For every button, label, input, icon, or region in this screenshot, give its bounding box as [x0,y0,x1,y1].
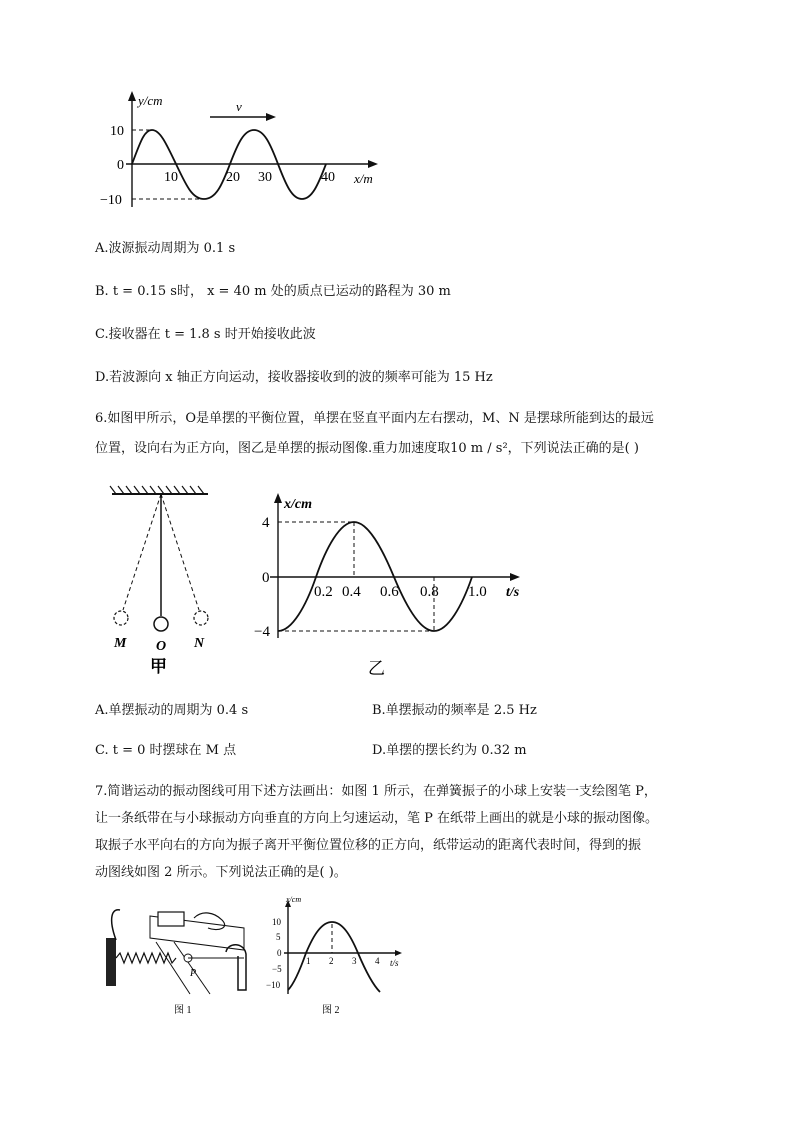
q5-velocity-label: v [236,99,242,114]
q7-y-tick: −10 [266,980,281,990]
label-n: N [194,636,205,651]
q5-y-tick: −10 [100,193,122,208]
q6-option-b[interactable]: B.单摆振动的频率是 2.5 Hz [372,703,537,718]
q5-option-b[interactable]: B. t = 0.15 s时， x = 40 m 处的质点已运动的路程为 30 m [95,284,451,299]
q6-x-tick: 1.0 [468,584,487,600]
q7-stem-line3: 取振子水平向右的方向为振子离开平衡位置位移的正方向，纸带运动的距离代表时间，得到的振 [95,838,642,853]
q5-x-axis-label: x/m [354,171,373,186]
q7-y-tick: 10 [272,917,281,927]
q7-fig2-graph [262,892,412,1020]
q6-x-tick: 0.6 [380,584,399,600]
q6-y-tick: −4 [254,624,270,640]
q6-x-tick: 0.8 [420,584,439,600]
q5-option-d[interactable]: D.若波源向 x 轴正方向运动，接收器接收到的波的频率可能为 15 Hz [95,370,493,385]
q7-y-tick: 0 [277,948,282,958]
pendulum-ball-o [154,617,168,631]
q6-option-c[interactable]: C. t = 0 时摆球在 M 点 [95,743,237,758]
q7-xt-curve [288,922,380,992]
q7-stem-line2: 让一条纸带在与小球振动方向垂直的方向上匀速运动，笔 P 在纸带上画出的就是小球的振动图像。 [95,811,659,826]
q7-fig2-caption: 图 2 [322,1005,340,1016]
q6-x-tick: 0.2 [314,584,333,600]
q7-label-p: P [190,968,197,979]
q5-x-tick: 30 [258,170,272,185]
q5-option-c[interactable]: C.接收器在 t = 1.8 s 时开始接收此波 [95,327,316,342]
q7-fig1-caption: 图 1 [174,1005,192,1016]
q7-stem-line4: 动图线如图 2 所示。下列说法正确的是( )。 [95,865,347,880]
q5-y-axis-label: y/cm [138,93,163,108]
q5-option-a[interactable]: A.波源振动周期为 0.1 s [95,241,236,256]
q7-y-tick: −5 [272,964,282,974]
fig-jia-caption: 甲 [150,657,167,676]
label-o: O [156,639,167,654]
q6-y-tick: 4 [262,515,270,531]
q5-x-tick: 40 [321,170,335,185]
q7-x-tick: 2 [329,956,334,966]
q7-y-tick: 5 [276,932,281,942]
q5-wave-graph [90,85,390,215]
q6-x-axis-label: t/s [506,585,520,600]
q6-option-d[interactable]: D.单摆的摆长约为 0.32 m [372,743,527,758]
q6-vibration-graph [250,488,530,683]
q6-option-a[interactable]: A.单摆振动的周期为 0.4 s [95,703,249,718]
q7-stem-line1: 7.简谐运动的振动图线可用下述方法画出：如图 1 所示，在弹簧振子的小球上安装一支绘图笔 P， [95,784,657,799]
q6-x-tick: 0.4 [342,584,361,600]
q6-stem-line2: 位置，设向右为正方向，图乙是单摆的振动图像.重力加速度取10 m / s²，下列说法正确的是( ) [95,441,639,456]
q5-x-tick: 20 [226,170,240,185]
q7-x-tick: 3 [352,956,357,966]
q6-y-axis-label: x/cm [284,497,312,512]
fig-yi-caption: 乙 [368,659,385,678]
q7-fig1-spring-apparatus [98,898,258,1018]
q5-y-tick: 0 [117,158,124,173]
pendulum-ball-m [114,611,128,625]
q5-x-tick: 10 [164,170,178,185]
label-m: M [114,636,127,651]
q6-y-tick: 0 [262,570,270,586]
q7-x-axis-label: t/s [390,958,399,968]
pendulum-ball-n [194,611,208,625]
q7-y-axis-label: x/cm [286,895,302,904]
q6-stem-line1: 6.如图甲所示，O是单摆的平衡位置，单摆在竖直平面内左右摆动，M、N 是摆球所能到达的最远 [95,411,654,426]
q5-y-tick: 10 [110,124,124,139]
q7-x-tick: 4 [375,956,380,966]
q6-pendulum-figure [100,482,220,682]
q7-x-tick: 1 [306,956,311,966]
